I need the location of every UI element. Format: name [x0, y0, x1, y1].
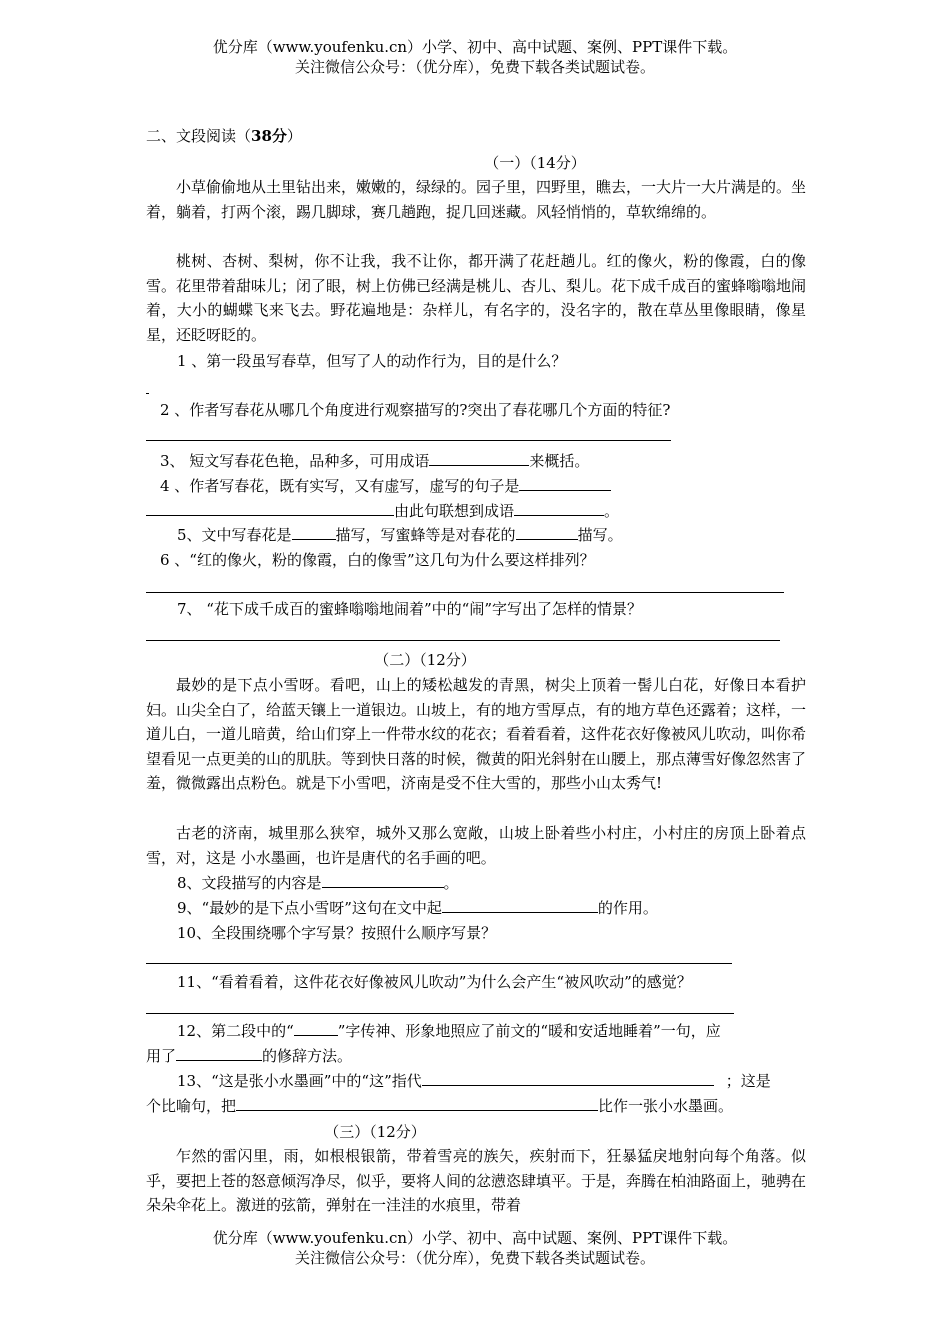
question-4: 4 、作者写春花，既有实写，又有虚写，虚写的句子是: [160, 475, 611, 497]
header-line-2: 关注微信公众号：（优分库），免费下载各类试题试卷。: [294, 58, 655, 76]
part2-paragraph-1: 最妙的是下点小雪呀。看吧，山上的矮松越发的青黑，树尖上顶着一髻儿白花，好像日本看护妇。山尖全白了，给蓝天镶上一道银边。山坡上，有的地方雪厚点，有的地方草色还露着；这样，一道儿白，一道儿暗黄，给山们穿上一件带水纹的花衣；看着看着，这件花衣好像被风儿吹动，叫你希望看见一点更美的山的肌肤。等到快日落的时候，微黄的阳光斜射在山腰上，那点薄雪好像忽然害了羞，微微露出点粉色。就是下小雪吧，济南是受不住大雪的，那些小山太秀气!: [146, 676, 807, 792]
question-8: 8、文段描写的内容是 。: [177, 874, 459, 892]
footer-line-2: 关注微信公众号：（优分库），免费下载各类试题试卷。: [294, 1249, 655, 1267]
answer-blank-q5-b[interactable]: [516, 524, 578, 540]
answer-blank-q12-word[interactable]: [294, 1020, 338, 1036]
part3-title: （三）（12分）: [324, 1123, 426, 1141]
part1-paragraph-2: 桃树、杏树、梨树，你不让我，我不让你，都开满了花赶趟儿。红的像火，粉的像霞，白的像雪。花里带着甜味儿；闭了眼，树上仿佛已经满是桃儿、杏儿、梨儿。花下成千成百的蜜蜂嗡嗡地闹着，大小的蝴蝶飞来飞去。野花遍地是：杂样儿，有名字的，没名字的，散在草丛里像眼睛，像星星，还眨呀眨的。: [146, 252, 807, 344]
question-2: 2 、作者写春花从哪几个角度进行观察描写的?突出了春花哪几个方面的特征?: [160, 401, 671, 419]
answer-mark: [146, 393, 149, 394]
answer-line-q11[interactable]: [146, 1013, 734, 1014]
header-line-1: 优分库（www.youfenku.cn）小学、初中、高中试题、案例、PPT课件下载。: [212, 38, 738, 56]
answer-blank-q13-refer[interactable]: [422, 1070, 714, 1086]
answer-line-q10[interactable]: [146, 963, 732, 964]
footer-line-1: 优分库（www.youfenku.cn）小学、初中、高中试题、案例、PPT课件下载。: [212, 1229, 738, 1247]
question-13: 13、“这是张小水墨画”中的“这”指代 ；这是: [177, 1072, 771, 1090]
answer-blank-q8[interactable]: [322, 872, 444, 888]
answer-blank-q4-sentence[interactable]: [519, 475, 611, 491]
question-13-continued: 个比喻句，把 比作一张小水墨画。: [146, 1097, 734, 1115]
answer-blank-q3[interactable]: [429, 450, 529, 466]
answer-line-q6[interactable]: [146, 592, 784, 593]
part3-paragraph-1: 乍然的雷闪里，雨，如根根银箭，带着雪亮的族矢，疾射而下，狂暴猛戾地射向每个角落。似乎，要把上苍的怒意倾泻净尽，似乎，要将人间的忿懑恣肆填平。于是，奔腾在柏油路面上，驰骋在朵朵伞花上。激迸的弦箭，弹射在一洼洼的水痕里，带着: [146, 1147, 807, 1214]
question-9: 9、“最妙的是下点小雪呀”这句在文中起 的作用。: [177, 899, 658, 917]
part1-paragraph-1: 小草偷偷地从土里钻出来，嫩嫩的，绿绿的。园子里，四野里，瞧去，一大片一大片满是的。坐着，躺着，打两个滚，踢几脚球，赛几趟跑，捉几回迷藏。风轻悄悄的，草软绵绵的。: [146, 178, 807, 221]
answer-line-q7[interactable]: [146, 640, 780, 641]
answer-line-q2[interactable]: [146, 440, 671, 441]
question-12: 12、第二段中的“ ”字传神、形象地照应了前文的“暖和安适地睡着”一句，应: [177, 1022, 721, 1040]
question-11: 11、“看着看着，这件花衣好像被风儿吹动”为什么会产生“被风吹动”的感觉？: [177, 973, 692, 991]
part1-title: （一）（14分）: [484, 154, 586, 172]
answer-blank-q4-sentence-cont[interactable]: [146, 500, 394, 516]
question-12-continued: 用了 的修辞方法。: [146, 1047, 353, 1065]
question-7: 7、 “花下成千成百的蜜蜂嗡嗡地闹着”中的“闹”字写出了怎样的情景？: [177, 600, 642, 618]
part2-title: （二）（12分）: [374, 651, 476, 669]
answer-blank-q13-object[interactable]: [236, 1095, 598, 1111]
answer-blank-q12-rhetoric[interactable]: [176, 1045, 262, 1061]
question-4-continued: 由此句联想到成语 。: [146, 500, 619, 522]
question-5: 5、文中写春花是 描写，写蜜蜂等是对春花的 描写。: [177, 526, 623, 544]
question-10: 10、全段围绕哪个字写景？按照什么顺序写景？: [177, 924, 497, 942]
question-6: 6 、“红的像火，粉的像霞，白的像雪”这几句为什么要这样排列？: [160, 551, 595, 569]
answer-blank-q4-idiom[interactable]: [514, 500, 604, 516]
answer-blank-q5-a[interactable]: [292, 524, 336, 540]
section-title: 二、文段阅读（38分）: [146, 127, 302, 145]
question-1: 1 、第一段虽写春草，但写了人的动作行为，目的是什么？: [177, 352, 567, 370]
part2-paragraph-2: 古老的济南，城里那么狭窄，城外又那么宽敞，山坡上卧着些小村庄，小村庄的房顶上卧着点雪，对，这是 小水墨画，也许是唐代的名手画的吧。: [146, 824, 806, 867]
answer-blank-q9[interactable]: [442, 897, 598, 913]
question-3: 3、 短文写春花色艳，品种多，可用成语 来概括。: [160, 452, 590, 470]
